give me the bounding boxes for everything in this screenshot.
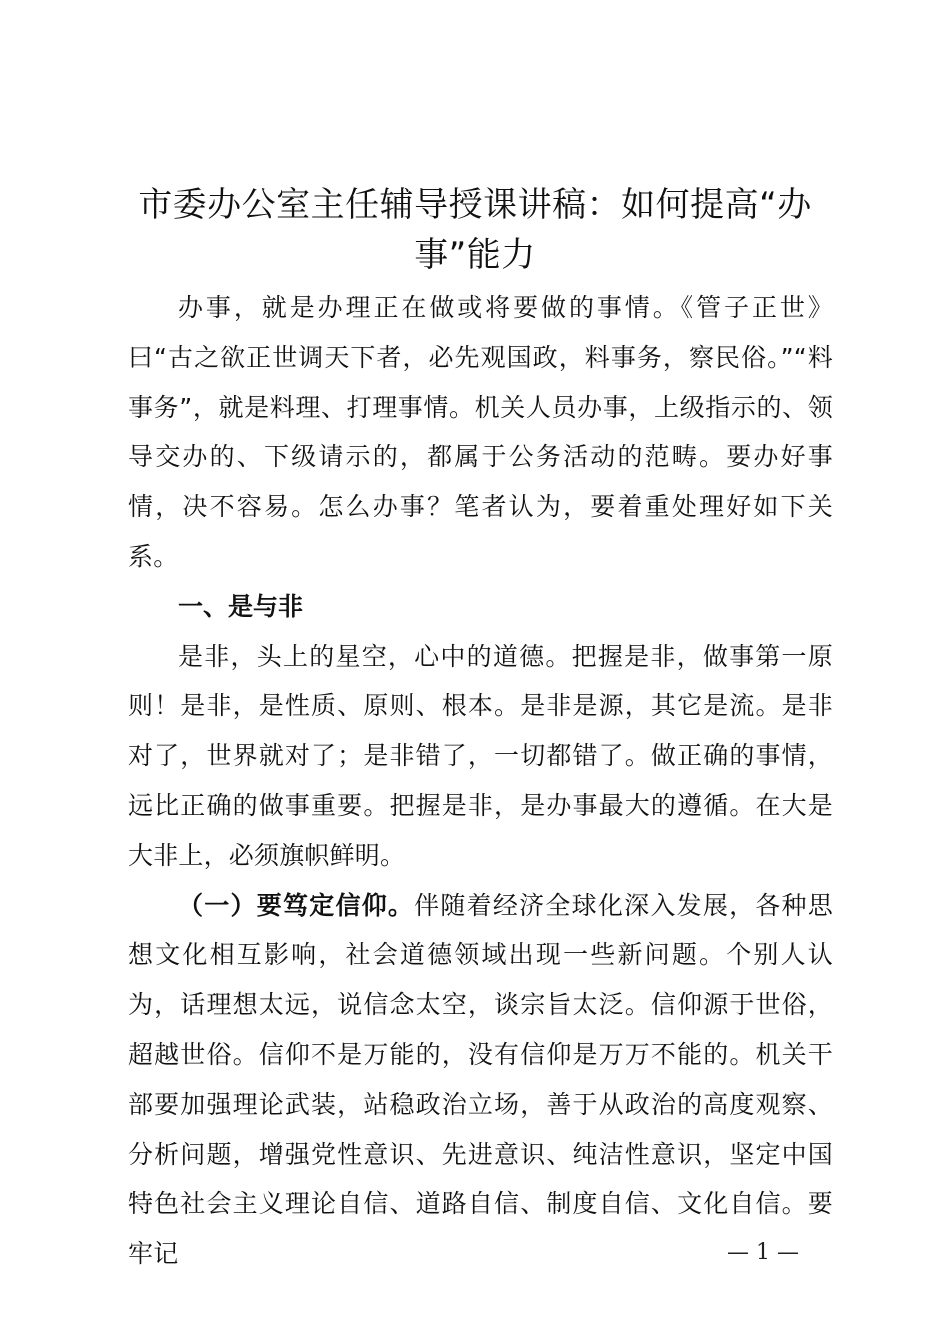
subsection-lead: （一）要笃定信仰。 [178, 890, 415, 920]
section-paragraph: 是非，头上的星空，心中的道德。把握是非，做事第一原则！是非，是性质、原则、根本。是非是源，其它是流。是非对了，世界就对了；是非错了，一切都错了。做正确的事情，远比正确的做事重要。把握是非，是办事最大的遵循。在大是大非上，必须旗帜鲜明。 [128, 641, 833, 870]
page-number: — 1 — [727, 1240, 799, 1265]
document-title: 市委办公室主任辅导授课讲稿：如何提高“办事”能力 [138, 185, 812, 275]
subsection-text: 伴随着经济全球化深入发展，各种思想文化相互影响，社会道德领域出现一些新问题。个别人认为，话理想太远，说信念太空，谈宗旨太泛。信仰源于世俗，超越世俗。信仰不是万能的，没有信仰是万万不能的。机关干部要加强理论武装，站稳政治立场，善于从政治的高度观察、分析问题，增强党性意识、先进意识、纯洁性意识，坚定中国特色社会主义理论自信、道路自信、制度自信、文化自信。要牢记 [128, 890, 833, 1269]
document-body [128, 283, 833, 1279]
section-heading: 一、是与非 [178, 591, 304, 621]
subsection-paragraph [128, 881, 833, 1279]
intro-paragraph: 办事，就是办理正在做或将要做的事情。《管子正世》曰“古之欲正世调天下者，必先观国政，料事务，察民俗。”“料事务”，就是料理、打理事情。机关人员办事，上级指示的、领导交办的、下级请示的，都属于公务活动的范畴。要办好事情，决不容易。怎么办事？笔者认为，要着重处理好如下关系。 [128, 293, 833, 571]
